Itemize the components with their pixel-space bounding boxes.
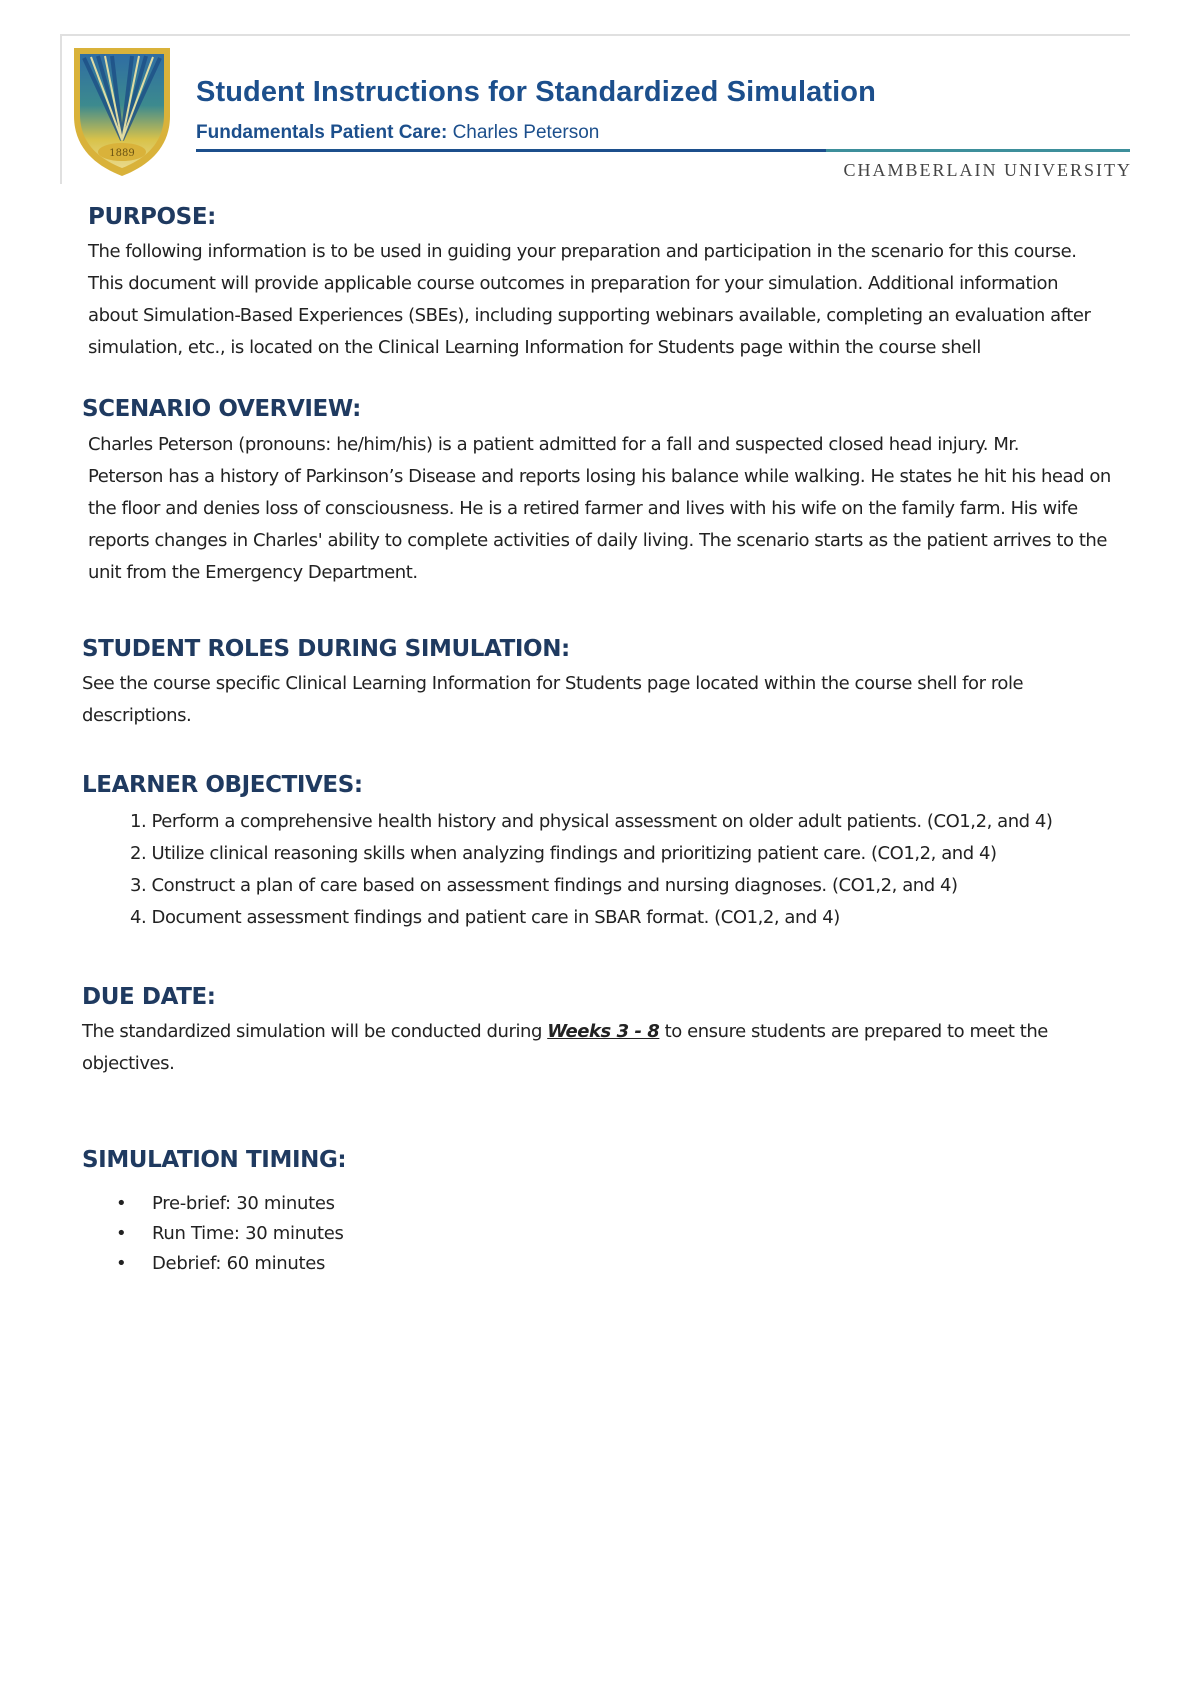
header-divider	[196, 149, 826, 152]
timing-item-text: Run Time: 30 minutes	[152, 1223, 344, 1244]
purpose-paragraph	[88, 236, 1148, 364]
objectives-list	[130, 806, 1052, 934]
bullet-icon: •	[116, 1193, 127, 1214]
scenario-line: unit from the Emergency Department.	[88, 562, 418, 583]
timing-heading: SIMULATION TIMING:	[82, 1147, 347, 1173]
scenario-line: reports changes in Charles' ability to complete activities of daily living. The scenario starts as the patient arrives to the	[88, 530, 1108, 551]
purpose-heading: PURPOSE:	[88, 204, 216, 230]
due-date-text-after: to ensure students are prepared to meet the	[659, 1021, 1048, 1042]
objective-item: 4. Document assessment findings and patient care in SBAR format. (CO1,2, and 4)	[130, 907, 840, 928]
purpose-line: simulation, etc., is located on the Clinical Learning Information for Students page within the course shell	[88, 337, 981, 358]
scenario-paragraph	[88, 429, 1168, 589]
timing-item	[116, 1219, 344, 1249]
due-date-heading: DUE DATE:	[82, 984, 216, 1010]
timing-item-text: Pre-brief: 30 minutes	[152, 1193, 335, 1214]
bullet-icon: •	[116, 1253, 127, 1274]
scenario-line: the floor and denies loss of consciousness. He is a retired farmer and lives with his wife on the family farm. His wife	[88, 498, 1078, 519]
objective-item: 3. Construct a plan of care based on assessment findings and nursing diagnoses. (CO1,2, and 4)	[130, 875, 958, 896]
timing-item	[116, 1249, 344, 1279]
subtitle-patient: Charles Peterson	[452, 122, 600, 143]
document-title: Student Instructions for Standardized Simulation	[196, 76, 876, 108]
objective-item: 1. Perform a comprehensive health history and physical assessment on older adult patients. (CO1,2, and 4)	[130, 811, 1053, 832]
university-name: CHAMBERLAIN UNIVERSITY	[843, 160, 1132, 180]
page-left-border	[60, 34, 62, 184]
header-divider-accent	[826, 149, 1130, 152]
due-date-weeks: Weeks 3 - 8	[547, 1021, 660, 1042]
purpose-line: about Simulation-Based Experiences (SBEs), including supporting webinars available, completing an evaluation after	[88, 305, 1091, 326]
roles-line: See the course specific Clinical Learning Information for Students page located within the course shell for role	[82, 673, 1024, 694]
roles-paragraph	[82, 668, 1142, 732]
crest-year-text: 1889	[109, 148, 135, 159]
bullet-icon: •	[116, 1223, 127, 1244]
timing-item-text: Debrief: 60 minutes	[152, 1253, 326, 1274]
objective-item: 2. Utilize clinical reasoning skills when analyzing findings and prioritizing patient care. (CO1,2, and 4)	[130, 843, 997, 864]
objectives-heading: LEARNER OBJECTIVES:	[82, 772, 363, 798]
scenario-line: Peterson has a history of Parkinson’s Disease and reports losing his balance while walking. He states he hit his head on	[88, 466, 1111, 487]
due-date-line	[82, 1016, 1142, 1048]
page-top-border	[60, 34, 1130, 36]
subtitle-course: Fundamentals Patient Care:	[196, 122, 448, 143]
scenario-heading: SCENARIO OVERVIEW:	[82, 396, 361, 422]
document-subtitle	[196, 122, 599, 144]
due-date-text-before: The standardized simulation will be conducted during	[82, 1021, 548, 1042]
university-crest-logo	[70, 44, 174, 179]
purpose-line: This document will provide applicable course outcomes in preparation for your simulation. Additional information	[88, 273, 1059, 294]
due-date-paragraph	[82, 1016, 1142, 1080]
roles-heading: STUDENT ROLES DURING SIMULATION:	[82, 636, 570, 662]
timing-item	[116, 1189, 344, 1219]
roles-line: descriptions.	[82, 705, 192, 726]
purpose-line: The following information is to be used in guiding your preparation and participation in the scenario for this course.	[88, 241, 1077, 262]
scenario-line: Charles Peterson (pronouns: he/him/his) is a patient admitted for a fall and suspected closed head injury. Mr.	[88, 434, 1019, 455]
due-date-line: objectives.	[82, 1053, 175, 1074]
timing-list	[116, 1189, 344, 1279]
